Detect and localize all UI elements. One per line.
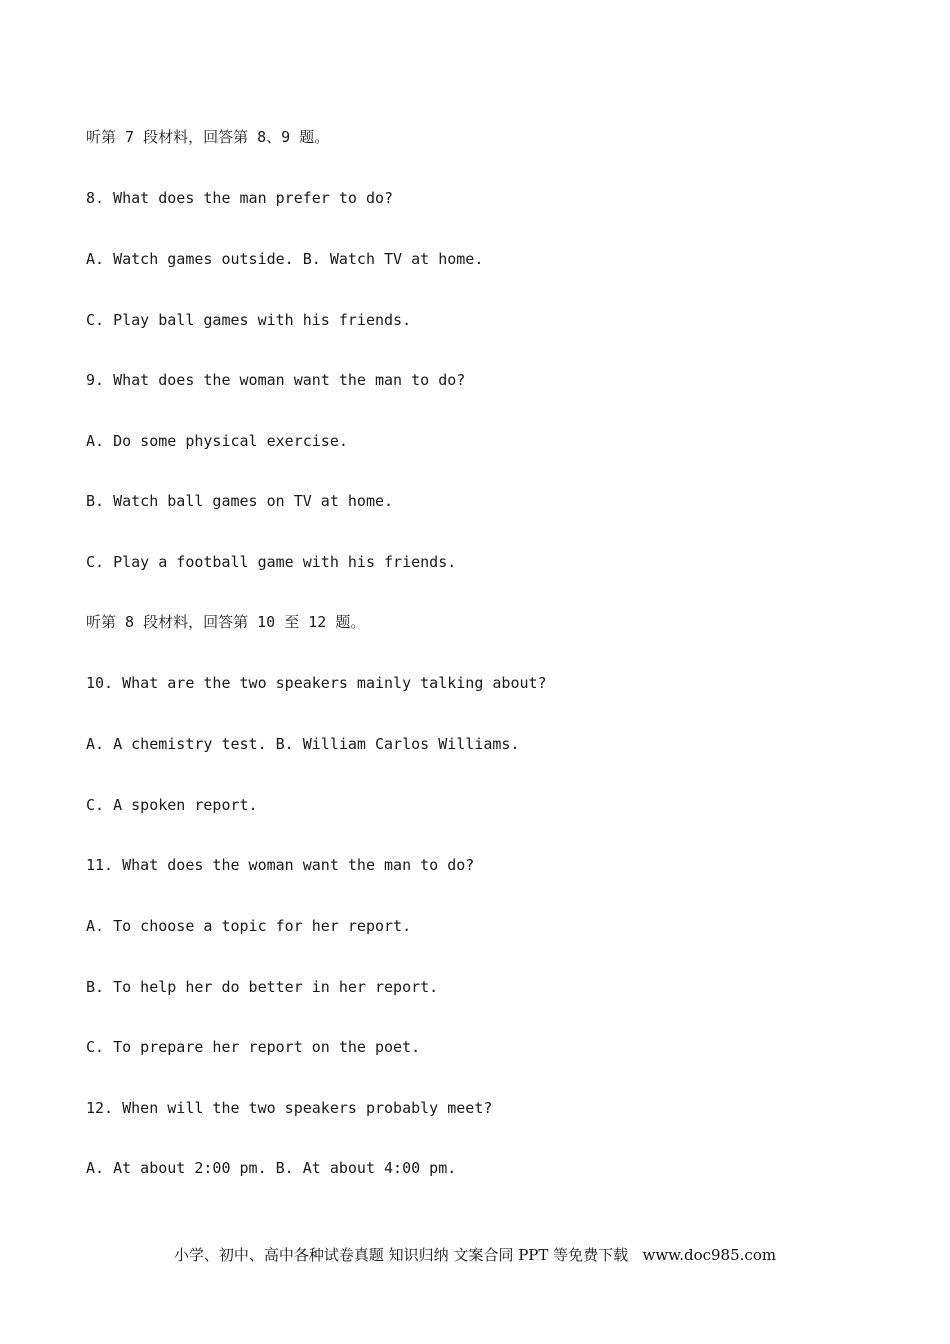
question-11-option-a: A. To choose a topic for her report. [86, 917, 412, 935]
question-11-option-b: B. To help her do better in her report. [86, 978, 439, 996]
question-11: 11. What does the woman want the man to do? [86, 856, 475, 874]
question-12: 12. When will the two speakers probably meet? [86, 1099, 493, 1117]
question-10: 10. What are the two speakers mainly talking about? [86, 674, 547, 692]
section-8-header: 听第 8 段材料，回答第 10 至 12 题。 [86, 613, 366, 631]
question-11-option-c: C. To prepare her report on the poet. [86, 1038, 421, 1056]
question-9-option-b: B. Watch ball games on TV at home. [86, 492, 394, 510]
section-7-header: 听第 7 段材料，回答第 8、9 题。 [86, 128, 330, 146]
question-12-options-ab: A. At about 2:00 pm. B. At about 4:00 pm. [86, 1159, 457, 1177]
question-8-option-c: C. Play ball games with his friends. [86, 311, 412, 329]
question-8: 8. What does the man prefer to do? [86, 189, 394, 207]
question-8-options-ab: A. Watch games outside. B. Watch TV at home. [86, 250, 484, 268]
question-9-option-a: A. Do some physical exercise. [86, 432, 348, 450]
question-10-options-ab: A. A chemistry test. B. William Carlos Williams. [86, 735, 520, 753]
page-footer: 小学、初中、高中各种试卷真题 知识归纳 文案合同 PPT 等免费下载 www.doc985.com [173, 1246, 777, 1264]
question-10-option-c: C. A spoken report. [86, 796, 258, 814]
question-9: 9. What does the woman want the man to do? [86, 371, 466, 389]
question-9-option-c: C. Play a football game with his friends. [86, 553, 457, 571]
